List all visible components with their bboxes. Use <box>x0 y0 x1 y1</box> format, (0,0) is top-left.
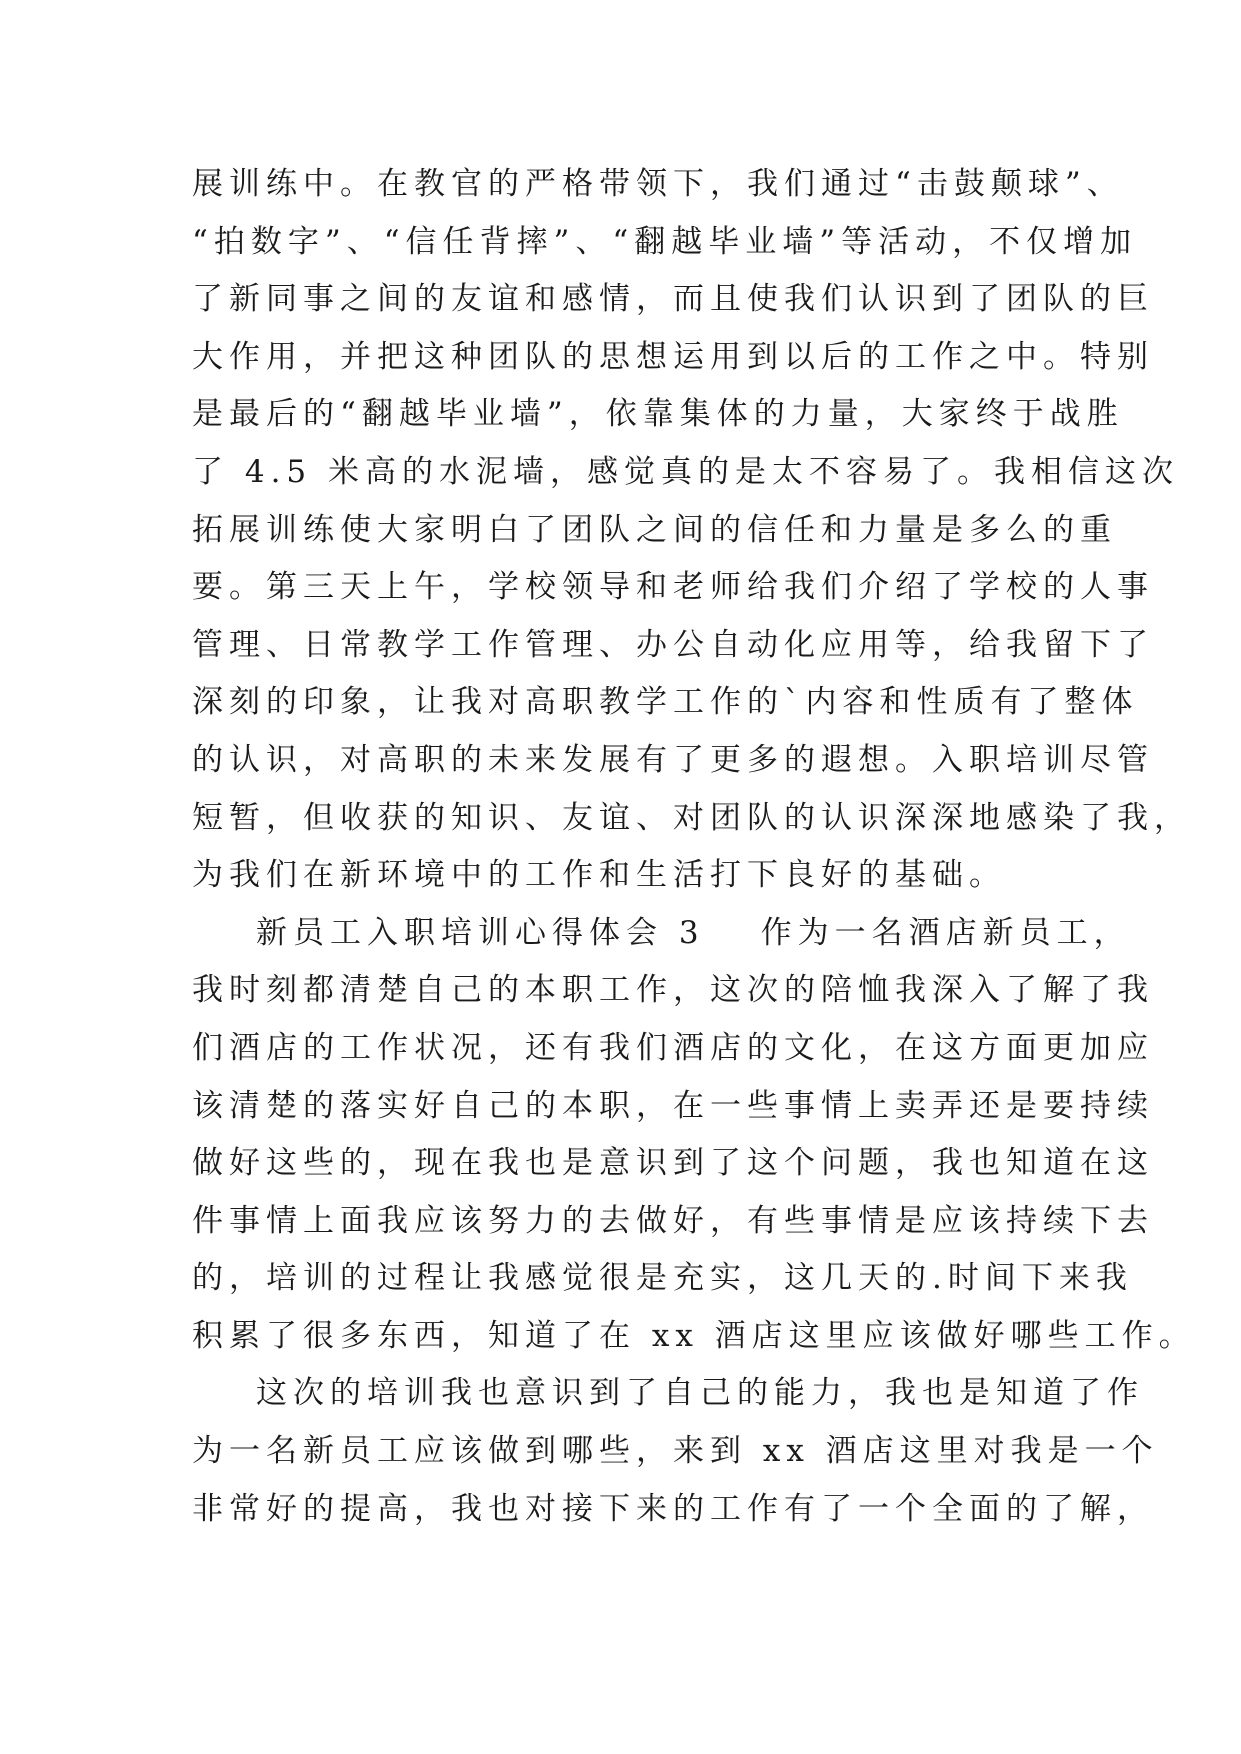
text-line: 的认识，对高职的未来发展有了更多的遐想。入职培训尽管 <box>192 741 1154 778</box>
text-line: 件事情上面我应该努力的去做好，有些事情是应该持续下去 <box>192 1202 1154 1239</box>
section-heading: 新员工入职培训心得体会 3 <box>256 914 705 951</box>
text-line: 为一名新员工应该做到哪些，来到 xx 酒店这里对我是一个 <box>192 1433 1159 1470</box>
section-heading-line <box>192 905 1131 963</box>
section-first-line: 作为一名酒店新员工， <box>760 914 1131 951</box>
text-line: 了新同事之间的友谊和感情，而且使我们认识到了团队的巨 <box>192 281 1154 318</box>
text-line: “拍数字”、“信任背摔”、“翻越毕业墙”等活动，不仅增加 <box>192 223 1138 260</box>
text-line: 了 4.5 米高的水泥墙，感觉真的是太不容易了。我相信这次 <box>192 453 1180 490</box>
text-line: 的，培训的过程让我感觉很是充实，这几天的.时间下来我 <box>192 1260 1133 1297</box>
text-line: 是最后的“翻越毕业墙”，依靠集体的力量，大家终于战胜 <box>192 396 1124 433</box>
text-line: 做好这些的，现在我也是意识到了这个问题，我也知道在这 <box>192 1145 1154 1182</box>
text-line: 拓展训练使大家明白了团队之间的信任和力量是多么的重 <box>192 511 1117 548</box>
text-line: 展训练中。在教官的严格带领下，我们通过“击鼓颠球”、 <box>192 166 1124 202</box>
text-line: 积累了很多东西，知道了在 xx 酒店这里应该做好哪些工作。 <box>192 1317 1196 1354</box>
text-line: 们酒店的工作状况，还有我们酒店的文化，在这方面更加应 <box>192 1029 1154 1066</box>
text-line: 我时刻都清楚自己的本职工作，这次的陪恤我深入了解了我 <box>192 972 1154 1009</box>
text-line: 非常好的提高，我也对接下来的工作有了一个全面的了解， <box>192 1490 1154 1527</box>
text-line: 大作用，并把这种团队的思想运用到以后的工作之中。特别 <box>192 338 1154 375</box>
text-line: 该清楚的落实好自己的本职，在一些事情上卖弄还是要持续 <box>192 1087 1154 1124</box>
text-line: 要。第三天上午，学校领导和老师给我们介绍了学校的人事 <box>192 569 1154 606</box>
paragraph-first-line: 这次的培训我也意识到了自己的能力，我也是知道了作 <box>256 1375 1144 1412</box>
text-line: 管理、日常教学工作管理、办公自动化应用等，给我留下了 <box>192 626 1154 663</box>
text-line: 短暂，但收获的知识、友谊、对团队的认识深深地感染了我， <box>192 799 1191 836</box>
text-line: 深刻的印象，让我对高职教学工作的`内容和性质有了整体 <box>192 684 1139 721</box>
text-line: 为我们在新环境中的工作和生活打下良好的基础。 <box>192 857 1006 894</box>
document-body <box>192 156 1196 1538</box>
